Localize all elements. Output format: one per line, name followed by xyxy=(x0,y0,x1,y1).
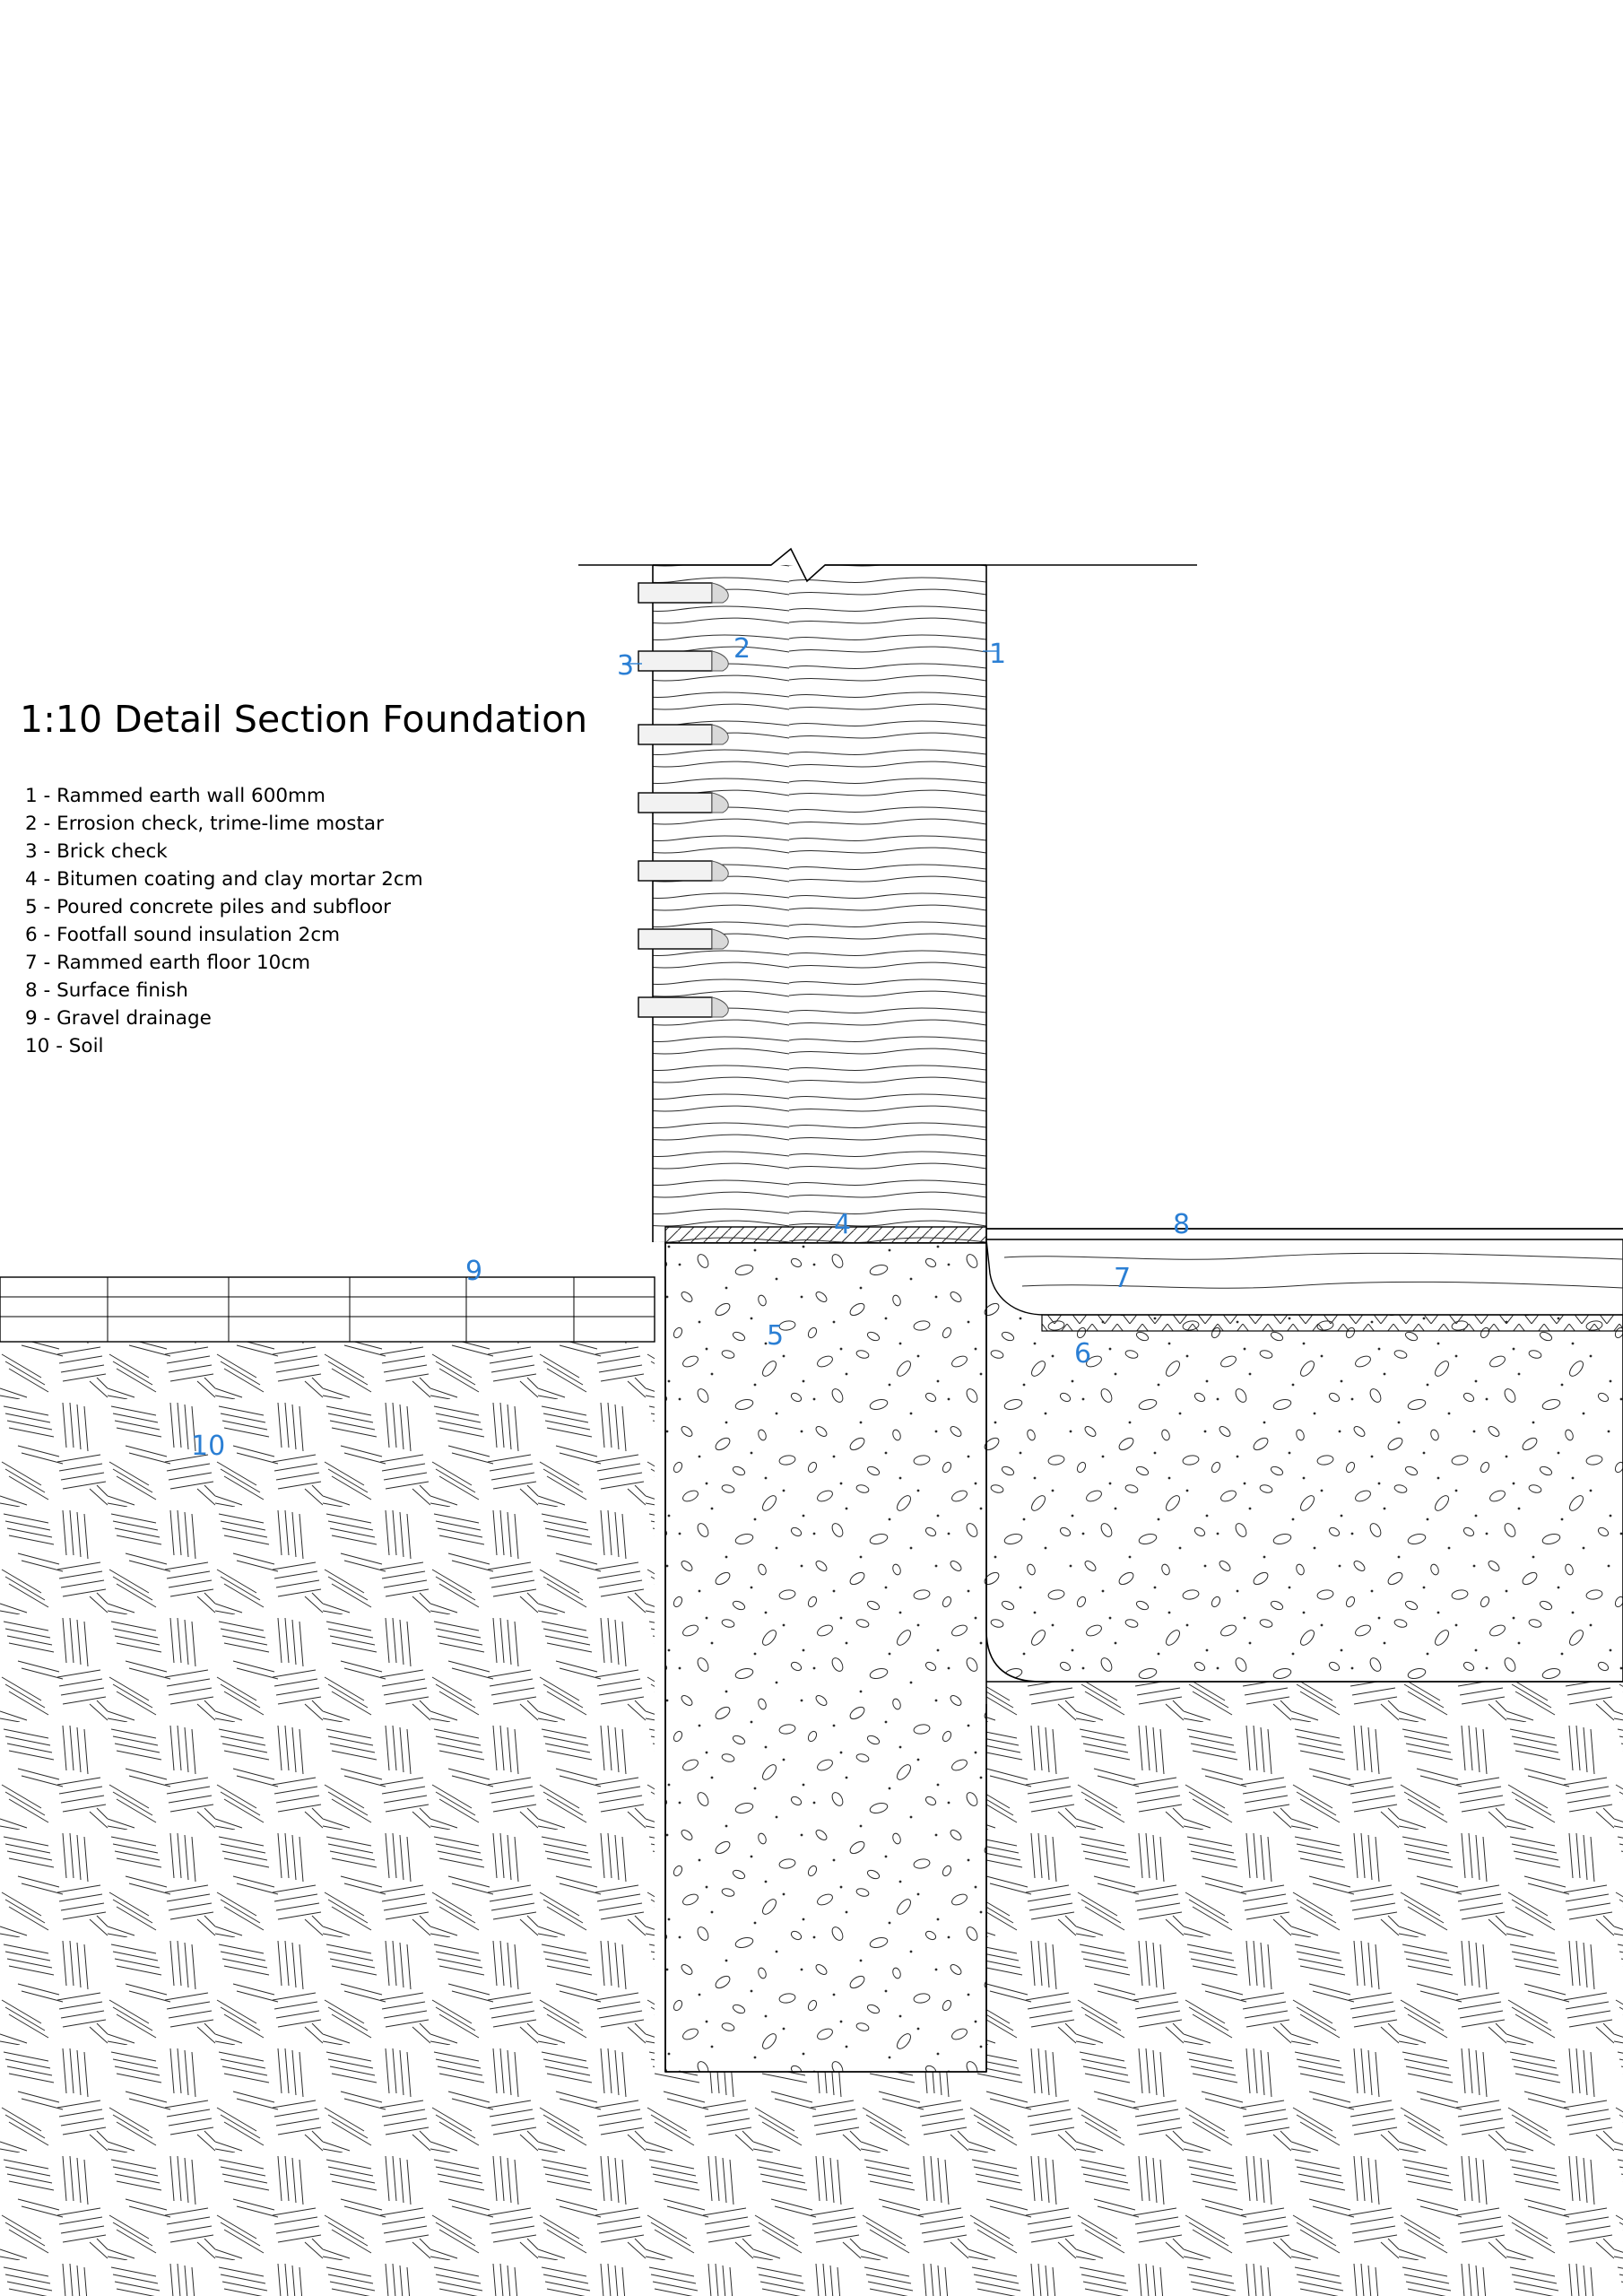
callout-marker-10: 10 xyxy=(191,1431,226,1462)
callout-marker-3: 3 xyxy=(617,650,635,682)
gravel-drainage-region xyxy=(0,1277,655,1342)
legend-item: 7 - Rammed earth floor 10cm xyxy=(25,952,311,974)
legend-item: 5 - Poured concrete piles and subfloor xyxy=(25,896,391,918)
page-title: 1:10 Detail Section Foundation xyxy=(20,698,588,741)
callout-marker-2: 2 xyxy=(733,633,751,665)
legend-list xyxy=(25,782,423,1060)
callout-marker-8: 8 xyxy=(1173,1209,1191,1240)
legend-item: 4 - Bitumen coating and clay mortar 2cm xyxy=(25,868,423,891)
legend-item: 2 - Errosion check, trime-lime mostar xyxy=(25,813,384,835)
callout-marker-5: 5 xyxy=(767,1320,785,1352)
legend-item: 3 - Brick check xyxy=(25,840,168,863)
legend-item: 9 - Gravel drainage xyxy=(25,1007,212,1030)
legend-item: 8 - Surface finish xyxy=(25,979,188,1002)
callout-marker-4: 4 xyxy=(834,1209,852,1240)
callout-marker-9: 9 xyxy=(465,1256,483,1287)
legend-item: 1 - Rammed earth wall 600mm xyxy=(25,785,325,807)
callout-marker-7: 7 xyxy=(1114,1263,1132,1294)
bitumen-coating-layer xyxy=(665,1227,986,1243)
callout-marker-6: 6 xyxy=(1074,1338,1092,1370)
floor-buildup-right xyxy=(986,1229,1623,1331)
legend-item: 10 - Soil xyxy=(25,1035,104,1057)
callout-marker-1: 1 xyxy=(989,639,1007,670)
legend-item: 6 - Footfall sound insulation 2cm xyxy=(25,924,341,946)
